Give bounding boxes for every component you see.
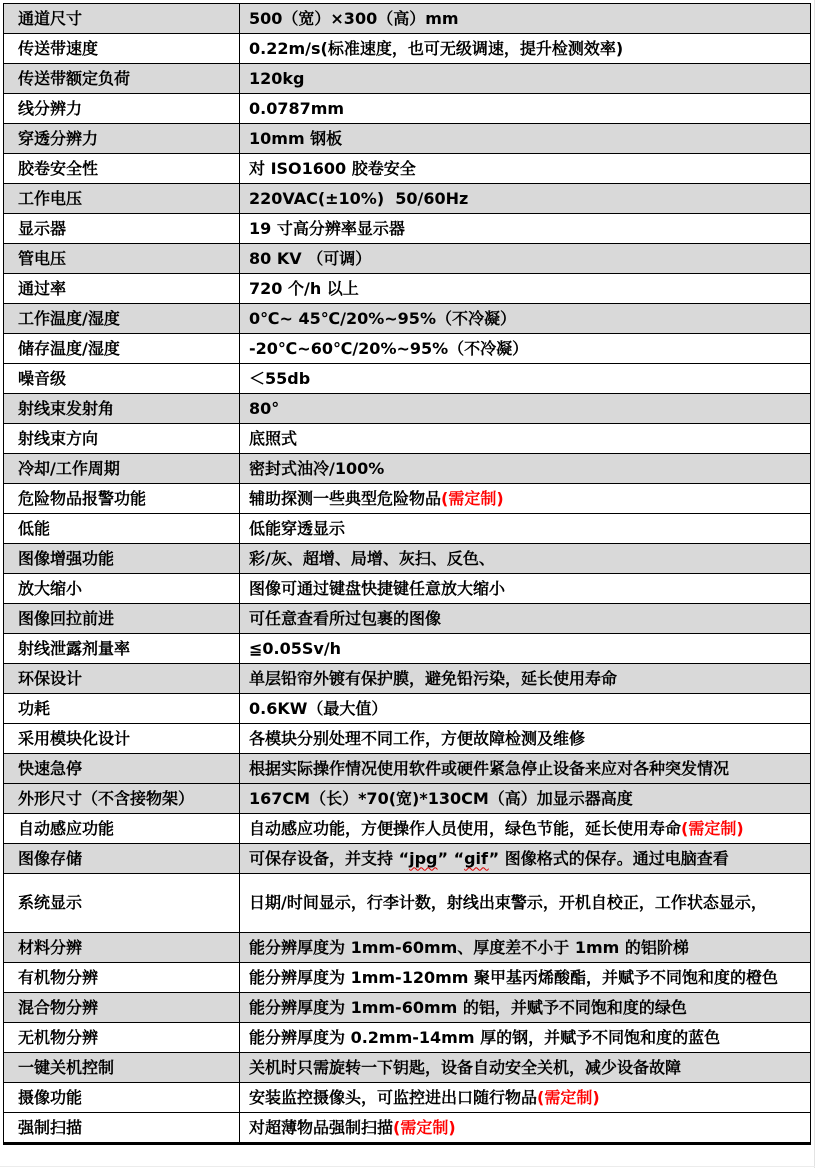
value-segment: 220VAC(±10%) 50/60Hz [249,188,469,208]
table-row [4,664,810,694]
value-segment: 图像可通过键盘快捷键任意放大缩小 [249,578,506,598]
spec-value-text [249,578,505,600]
spec-value [240,544,810,573]
table-row [4,514,810,544]
spec-value [240,274,810,303]
value-segment: 120kg [249,68,305,88]
spec-label: 射线束发射角 [4,394,240,423]
value-segment: 19 寸高分辨率显示器 [249,218,405,238]
table-row [4,154,810,184]
spec-value-text [249,218,405,240]
table-row [4,364,810,394]
spec-value [240,4,810,33]
spec-label: 有机物分辨 [4,963,240,992]
spec-value-text [249,248,371,270]
value-segment: 167CM（长）*70(宽)*130CM（高）加显示器高度 [249,788,633,808]
spec-value [240,874,810,932]
value-segment: 底照式 [249,428,298,448]
spec-value-text [249,997,687,1019]
spec-value [240,64,810,93]
spec-value-text [249,892,767,914]
table-row [4,1053,810,1083]
spec-value-text [249,608,441,630]
spec-label: 摄像功能 [4,1083,240,1112]
spec-label: 传送带额定负荷 [4,64,240,93]
spec-value [240,1023,810,1052]
spec-value [240,364,810,393]
spec-value [240,94,810,123]
table-row [4,1113,810,1142]
table-row [4,394,810,424]
spec-value [240,993,810,1022]
table-row [4,754,810,784]
spec-value [240,724,810,753]
spec-value [240,454,810,483]
spec-value [240,304,810,333]
value-segment: 能分辨厚度为 1mm-120mm 聚甲基丙烯酸酯，并赋予不同饱和度的橙色 [249,967,779,987]
value-segment: 能分辨厚度为 0.2mm-14mm 厚的钢，并赋予不同饱和度的蓝色 [249,1027,721,1047]
spec-label: 噪音级 [4,364,240,393]
spec-value [240,933,810,962]
spec-value [240,484,810,513]
spec-value-text [249,428,297,450]
spec-value [240,214,810,243]
spec-label: 储存温度/湿度 [4,334,240,363]
table-row [4,544,810,574]
spellcheck-underlined-word: jpg [409,848,438,868]
spec-value [240,963,810,992]
spec-value [240,244,810,273]
value-segment: 根据实际操作情况使用软件或硬件紧急停止设备来应对各种突发情况 [249,758,730,778]
spec-value-text [249,458,384,480]
value-segment: ＜55db [249,368,311,388]
spec-value [240,184,810,213]
spec-label: 穿透分辨力 [4,124,240,153]
table-row [4,184,810,214]
table-row [4,424,810,454]
spec-label: 线分辨力 [4,94,240,123]
spec-label: 外形尺寸（不含接物架） [4,784,240,813]
table-row [4,124,810,154]
spec-value-text [249,188,468,210]
spec-value [240,694,810,723]
value-segment: 500（宽）×300（高）mm [249,8,459,28]
spec-value-text [249,967,778,989]
table-row [4,844,810,874]
value-segment: 80 KV （可调） [249,248,372,268]
value-segment: 10mm 钢板 [249,128,343,148]
spec-value-text [249,308,516,330]
value-segment: 0.6KW（最大值） [249,698,388,718]
spec-label: 通道尺寸 [4,4,240,33]
spec-value [240,754,810,783]
page-edge-bottom [0,1166,815,1167]
table-row [4,724,810,754]
spec-value-text [249,1117,456,1139]
spec-value-text [249,368,310,390]
spec-value [240,424,810,453]
spec-value-text [249,128,342,150]
spec-label: 传送带速度 [4,34,240,63]
table-row [4,874,810,933]
table-row [4,214,810,244]
table-row [4,634,810,664]
table-row [4,694,810,724]
spec-value [240,664,810,693]
spec-value-text [249,728,585,750]
table-row [4,574,810,604]
table-row [4,814,810,844]
value-segment: 80° [249,398,280,418]
value-segment: ” “ [437,848,465,868]
value-segment: 可任意查看所过包裹的图像 [249,608,442,628]
spec-value [240,394,810,423]
spec-value-text [249,638,341,660]
spellcheck-underlined-word: gif [464,848,489,868]
table-row [4,304,810,334]
table-row [4,993,810,1023]
spec-value-text [249,1027,720,1049]
spec-value-text [249,278,359,300]
spec-value [240,814,810,843]
spec-value-text [249,398,279,420]
spec-value-text [249,548,495,570]
table-row [4,1083,810,1113]
spec-value [240,844,810,873]
spec-label: 工作电压 [4,184,240,213]
spec-value-text [249,788,633,810]
spec-label: 射线束方向 [4,424,240,453]
spec-label: 无机物分辨 [4,1023,240,1052]
spec-value [240,784,810,813]
table-row [4,64,810,94]
value-segment: 0.0787mm [249,98,345,118]
value-segment: 日期/时间显示，行李计数，射线出束警示，开机自校正，工作状态显示， [249,893,767,913]
table-row [4,963,810,993]
spec-value-text [249,68,305,90]
table-row [4,274,810,304]
spec-value [240,1053,810,1082]
spec-value [240,154,810,183]
spec-value-text [249,158,416,180]
value-segment: 可保存设备，并支持 “ [249,848,410,868]
spec-value-text [249,758,729,780]
table-row [4,334,810,364]
spec-label: 自动感应功能 [4,814,240,843]
spec-label: 低能 [4,514,240,543]
value-segment: 720 个/h 以上 [249,278,359,298]
spec-value-text [249,698,387,720]
spec-value [240,124,810,153]
table-row [4,1023,810,1053]
table-row [4,784,810,814]
spec-value-text [249,818,744,840]
spec-value-text [249,98,344,120]
value-segment: 密封式油冷/100% [249,458,385,478]
table-row [4,244,810,274]
spec-label: 管电压 [4,244,240,273]
spec-value-text [249,8,459,30]
value-segment: ≦0.05Sv/h [249,638,342,658]
value-segment: 对超薄物品强制扫描 [249,1117,394,1137]
value-segment: 辅助探测一些典型危险物品 [249,488,442,508]
value-segment: 0.22m/s(标准速度，也可无级调速，提升检测效率) [249,38,624,58]
spec-label: 图像回拉前进 [4,604,240,633]
spec-label: 一键关机控制 [4,1053,240,1082]
spec-value-text [249,38,623,60]
spec-label: 冷却/工作周期 [4,454,240,483]
spec-label: 采用模块化设计 [4,724,240,753]
table-row [4,34,810,64]
table-row [4,4,810,34]
spec-label: 射线泄露剂量率 [4,634,240,663]
spec-value-text [249,1087,600,1109]
value-segment: -20℃~60℃/20%~95%（不冷凝） [249,338,529,358]
spec-value-text [249,668,617,690]
customization-required-note: (需定制) [441,488,504,508]
spec-value-text [249,338,528,360]
spec-label: 混合物分辨 [4,993,240,1022]
value-segment: 能分辨厚度为 1mm-60mm、厚度差不小于 1mm 的铝阶梯 [249,937,689,957]
spec-value [240,574,810,603]
spec-label: 放大缩小 [4,574,240,603]
value-segment: 各模块分别处理不同工作，方便故障检测及维修 [249,728,586,748]
value-segment: ” 图像格式的保存。通过电脑查看 [488,848,729,868]
spec-label: 系统显示 [4,874,240,932]
spec-label: 快速急停 [4,754,240,783]
value-segment: 彩/灰、超增、局增、灰扫、反色、 [249,548,495,568]
spec-value [240,604,810,633]
value-segment: 单层铅帘外镀有保护膜，避免铅污染，延长使用寿命 [249,668,618,688]
spec-label: 材料分辨 [4,933,240,962]
spec-label: 强制扫描 [4,1113,240,1142]
spec-value [240,334,810,363]
spec-label: 工作温度/湿度 [4,304,240,333]
value-segment: 安装监控摄像头，可监控进出口随行物品 [249,1087,538,1107]
value-segment: 关机时只需旋转一下钥匙，设备自动安全关机，减少设备故障 [249,1057,682,1077]
spec-label: 图像存储 [4,844,240,873]
value-segment: 0℃~ 45℃/20%~95%（不冷凝） [249,308,516,328]
spec-value [240,34,810,63]
customization-required-note: (需定制) [681,818,744,838]
spec-label: 显示器 [4,214,240,243]
spec-value-text [249,488,504,510]
spec-value [240,514,810,543]
spec-value-text [249,937,689,959]
spec-label: 功耗 [4,694,240,723]
spec-table [3,3,811,1145]
spec-value [240,1113,810,1142]
spec-value-text [249,848,729,870]
spec-value [240,634,810,663]
spec-value-text [249,518,345,540]
spec-label: 通过率 [4,274,240,303]
spec-label: 环保设计 [4,664,240,693]
value-segment: 能分辨厚度为 1mm-60mm 的铝，并赋予不同饱和度的绿色 [249,997,687,1017]
spec-label: 胶卷安全性 [4,154,240,183]
customization-required-note: (需定制) [393,1117,456,1137]
table-row [4,454,810,484]
table-row [4,933,810,963]
spec-value-text [249,1057,681,1079]
table-row [4,94,810,124]
value-segment: 低能穿透显示 [249,518,346,538]
value-segment: 对 ISO1600 胶卷安全 [249,158,416,178]
value-segment: 自动感应功能，方便操作人员使用，绿色节能，延长使用寿命 [249,818,682,838]
table-row [4,484,810,514]
spec-value [240,1083,810,1112]
table-row [4,604,810,634]
customization-required-note: (需定制) [537,1087,600,1107]
spec-label: 图像增强功能 [4,544,240,573]
spec-label: 危险物品报警功能 [4,484,240,513]
